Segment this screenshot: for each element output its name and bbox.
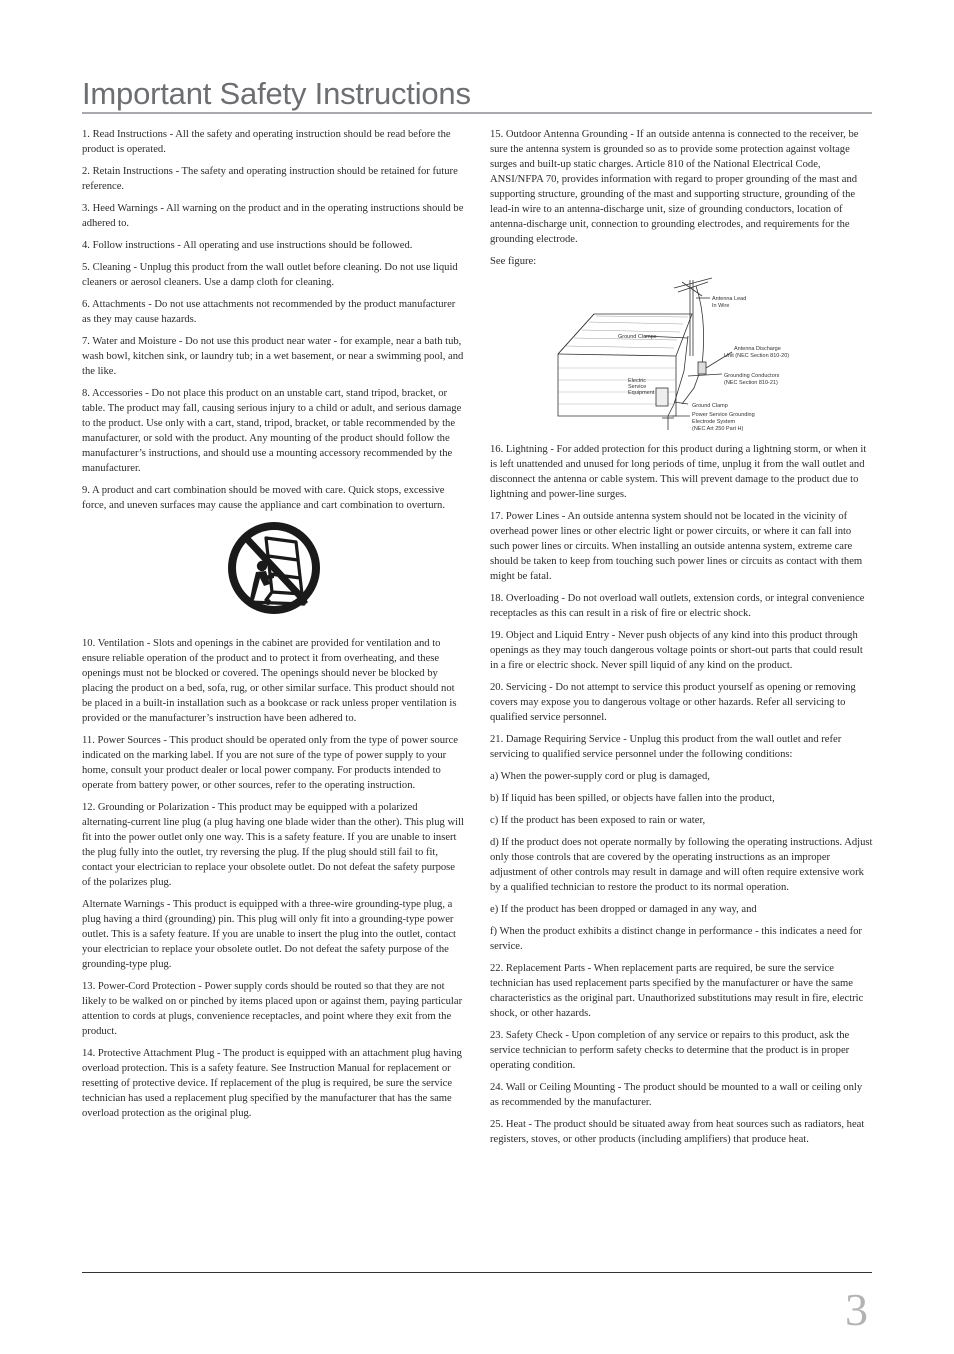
instruction-paragraph: 25. Heat - The product should be situated away from heat sources such as radiators, heat registers, stoves, or other products (including amplifiers) that produce heat.: [490, 1119, 865, 1145]
instruction-paragraph: 17. Power Lines - An outside antenna system should not be located in the vicinity of overhead power lines or other electric light or power circuits, or where it can fall into such power lines or circuits. When installing an outside antenna system, extreme care should be taken to keep from touching such power lines or circuits as contact with them might be fatal.: [490, 511, 863, 582]
instruction-paragraph: 16. Lightning - For added protection for this product during a lightning storm, or when it is left unattended and unused for long periods of time, unplug it from the wall outlet and disconnect the antenna or cable system. This will prevent damage to the product due to lightning and power-line surges.: [490, 444, 867, 500]
ground-clamp-label: Ground Clamp: [692, 403, 728, 409]
instruction-paragraph: 21. Damage Requiring Service - Unplug this product from the wall outlet and refer servicing to qualified service personnel under the following conditions:: [490, 734, 842, 760]
instruction-paragraph: 8. Accessories - Do not place this product on an unstable cart, stand tripod, bracket, or table. The product may fall, causing serious injury to a child or adult, and serious damage to the product. Use only with a cart, stand, tripod, bracket, or table recommended by the manufacturer, or sold with the product. Any mounting of the product should follow the manufacturer’s instructions, and should use a mounting accessory recommended by the manufacturer.: [82, 388, 462, 474]
grounding-conductors-label-2: (NEC Section 810-21): [724, 380, 778, 386]
instruction-paragraph: e) If the product has been dropped or damaged in any way, and: [490, 904, 757, 915]
antenna-grounding-figure: [490, 276, 873, 432]
instruction-paragraph: 7. Water and Moisture - Do not use this product near water - for example, near a bath tub, wash bowl, kitchen sink, or laundry tub; in a wet basement, or near a swimming pool, and the like.: [82, 336, 464, 377]
instruction-paragraph: 19. Object and Liquid Entry - Never push objects of any kind into this product through openings as they may touch dangerous voltage points or short-out parts that could result in a fire or electric shock. Never spill liquid of any kind on the product.: [490, 630, 863, 671]
instruction-paragraph: d) If the product does not operate normally by following the operating instructions. Adjust only those controls that are covered by the operating instructions as an improper adjustment of other controls may result in damage and will often require extensive work by a qualified technician to restore the product to its normal operation.: [490, 837, 873, 893]
electric-service-label-2: Service: [628, 384, 647, 390]
antenna-lead-label: Antenna Lead: [712, 296, 747, 302]
cart-tip-over-warning-icon: [226, 520, 322, 616]
electrode-label: Power Service Grounding: [692, 412, 755, 418]
instruction-paragraph: c) If the product has been exposed to rain or water,: [490, 815, 706, 826]
instruction-paragraph: 13. Power-Cord Protection - Power supply cords should be routed so that they are not likely to be walked on or pinched by items placed upon or against them, paying particular attention to cords at plugs, convenience receptacles, and point where they exit from the product.: [82, 981, 463, 1037]
instruction-paragraph: 3. Heed Warnings - All warning on the product and in the operating instructions should be adhered to.: [82, 203, 464, 229]
instruction-paragraph: 10. Ventilation - Slots and openings in the cabinet are provided for ventilation and to ensure reliable operation of the product and to protect it from overheating, and these openings must not be blocked or covered. The openings should never be blocked by placing the product on a bed, sofa, rug, or other similar surface. This product should not be placed in a built-in installation such as a bookcase or rack unless proper ventilation is provided or the manufacturer’s instruction have been adhered to.: [82, 638, 457, 724]
instruction-paragraph: 15. Outdoor Antenna Grounding - If an outside antenna is connected to the receiver, be sure the antenna system is grounded so as to provide some protection against voltage surges and built-up static charges. Article 810 of the National Electrical Code, ANSI/NFPA 70, provides information with regard to proper grounding of the mast and supporting structure, grounding of the mast and supporting structure, grounding of the lead-in wire to an antenna-discharge unit, size of grounding conductors, location of antenna-discharge unit, connection to grounding electrodes, and requirements for the grounding electrode.: [490, 129, 859, 245]
instruction-paragraph: Alternate Warnings - This product is equipped with a three-wire grounding-type plug, a plug having a third (grounding) pin. This plug will only fit into a grounding-type power outlet. This is a safety feature. If you are unable to insert the plug into the outlet, contact your electrician to replace your obsolete outlet. Do not defeat the safety purpose of the grounding-type plug.: [82, 899, 457, 970]
electrode-label-2: Electrode System: [692, 419, 736, 425]
electric-service-label-3: Equipment: [628, 390, 655, 396]
instruction-paragraph: 20. Servicing - Do not attempt to service this product yourself as opening or removing covers may expose you to dangerous voltage or other hazards. Refer all servicing to qualified service personnel.: [490, 682, 856, 723]
instruction-paragraph: 1. Read Instructions - All the safety and operating instruction should be read before the product is operated.: [82, 129, 451, 155]
discharge-unit-label-2: Unit (NEC Section 810-20): [724, 353, 790, 359]
instruction-paragraph: a) When the power-supply cord or plug is damaged,: [490, 771, 710, 782]
antenna-lead-label-2: In Wire: [712, 303, 730, 309]
instruction-paragraph: 18. Overloading - Do not overload wall outlets, extension cords, or integral convenience receptacles as this can result in a risk of fire or electric shock.: [490, 593, 865, 619]
right-column: [490, 127, 873, 1154]
antenna-grounding-diagram: [556, 276, 806, 432]
electric-service-label: Electric: [628, 378, 647, 384]
instruction-paragraph: 2. Retain Instructions - The safety and operating instruction should be retained for future reference.: [82, 166, 458, 192]
page-title: Important Safety Instructions: [82, 76, 471, 111]
instruction-paragraph: 9. A product and cart combination should be moved with care. Quick stops, excessive force, and uneven surfaces may cause the appliance and cart combination to overturn.: [82, 485, 445, 511]
page-number: 3: [845, 1284, 868, 1335]
title-divider: [82, 112, 872, 114]
right-paragraphs: [490, 127, 873, 269]
electrode-label-3: (NEC Art 250 Part H): [692, 426, 744, 432]
instruction-paragraph: 5. Cleaning - Unplug this product from the wall outlet before cleaning. Do not use liquid cleaners or aerosol cleaners. Use a damp cloth for cleaning.: [82, 262, 458, 288]
instruction-paragraph: 11. Power Sources - This product should be operated only from the type of power source indicated on the marking label. If you are not sure of the type of power supply to your home, consult your product dealer or local power company. For products intended to operate from battery power, or other sources, refer to the operating instruction.: [82, 735, 458, 791]
ground-clamps-label: Ground Clamps: [618, 334, 657, 340]
instruction-paragraph: 4. Follow instructions - All operating and use instructions should be followed.: [82, 240, 413, 251]
instruction-paragraph: b) If liquid has been spilled, or objects have fallen into the product,: [490, 793, 775, 804]
instruction-paragraph: 24. Wall or Ceiling Mounting - The product should be mounted to a wall or ceiling only as recommended by the manufacturer.: [490, 1082, 863, 1108]
footer-divider: [82, 1272, 872, 1273]
instruction-paragraph: f) When the product exhibits a distinct change in performance - this indicates a need for service.: [490, 926, 862, 952]
cart-warning-figure: [82, 520, 465, 626]
left-paragraphs-continued: [82, 636, 465, 1121]
left-column: [82, 127, 465, 1128]
discharge-unit-label: Antenna Discharge: [734, 346, 781, 352]
instruction-paragraph: 23. Safety Check - Upon completion of any service or repairs to this product, ask the service technician to perform safety checks to determine that the product is in proper operating condition.: [490, 1030, 850, 1071]
grounding-conductors-label: Grounding Conductors: [724, 373, 780, 379]
instruction-paragraph: See figure:: [490, 256, 537, 267]
right-paragraphs-continued: [490, 442, 873, 1147]
instruction-paragraph: 14. Protective Attachment Plug - The product is equipped with an attachment plug having overload protection. This is a safety feature. See Instruction Manual for replacement or resetting of protective device. If replacement of the plug is required, be sure the service technician has used a replacement plug specified by the manufacturer that has the same overload protection as the original plug.: [82, 1048, 462, 1119]
instruction-paragraph: 22. Replacement Parts - When replacement parts are required, be sure the service technician has used replacement parts specified by the manufacturer or have the same characteristics as the original part. Unauthorized substitutions may result in fire, electric shock, or other hazards.: [490, 963, 864, 1019]
left-paragraphs: [82, 127, 465, 513]
instruction-paragraph: 6. Attachments - Do not use attachments not recommended by the product manufacturer as they may cause hazards.: [82, 299, 456, 325]
instruction-paragraph: 12. Grounding or Polarization - This product may be equipped with a polarized alternating-current line plug (a plug having one blade wider than the other). This plug will fit into the power outlet only one way. This is a safety feature. If you are unable to insert the plug fully into the outlet, try reversing the plug. If the plug should still fail to fit, contact your electrician to replace your obsolete outlet. Do not defeat the safety purpose of the polarizes plug.: [82, 802, 464, 888]
